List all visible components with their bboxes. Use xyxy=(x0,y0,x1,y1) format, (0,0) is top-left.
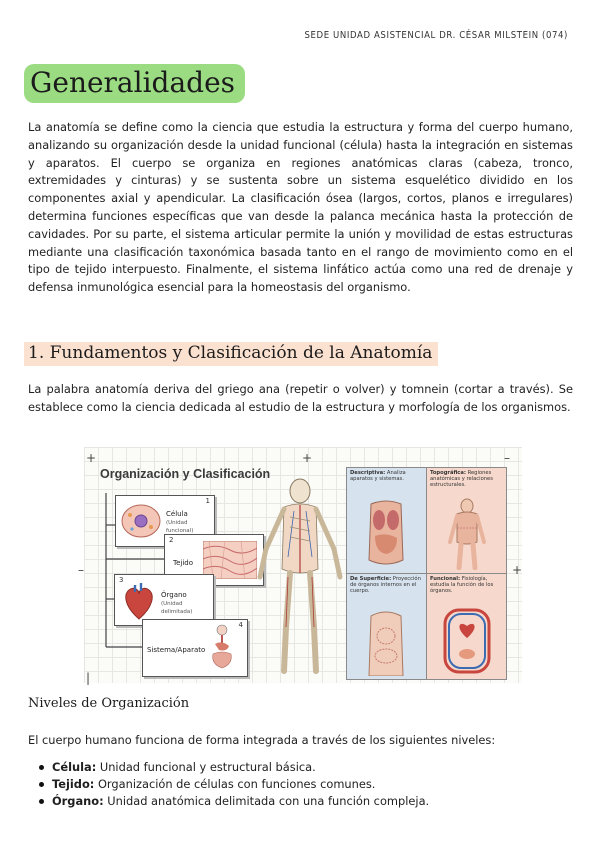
torso-organs-illustration xyxy=(363,498,409,568)
quadrant-text: Proyección de órganos internos en el cuerpo. xyxy=(350,576,421,594)
anatomy-figure xyxy=(78,447,523,685)
section-1-heading: 1. Fundamentos y Clasificación de la Anatomía xyxy=(24,342,438,366)
quadrant-funcional xyxy=(426,573,507,680)
list-item xyxy=(36,776,429,793)
quadrant-text: Fisiología, estudia la función de los órganos. xyxy=(430,576,494,594)
level-sub: (Unidad delimitada) xyxy=(161,601,193,615)
skeleton-illustration xyxy=(254,477,346,677)
quadrant-topografica xyxy=(426,467,507,574)
intro-paragraph: La anatomía se define como la ciencia que estudia la estructura y forma del cuerpo humano, analizando su organización desde la unidad funcional (célula) hasta la integración en sistemas y aparatos. El cuerpo se organiza en regiones anatómicas claras (cabeza, tronco, extremidades y cinturas) y se sustenta sobre un sistema esquelético dividido en los componentes axial y apendicular. La clasificación ósea (largos, cortos, planos e irregulares) determina funciones específicas que van desde la palanca mecánica hasta la protección de cavidades. Por su parte, el sistema articular permite la unión y movilidad de estas estructuras mediante una clasificación taxonómica basada tanto en el rango de movimiento como en el tipo de tejido interpuesto. Finalmente, el sistema linfático actúa como una red de drenaje y defensa inmunológica esencial para la homeostasis del organismo. xyxy=(28,120,573,295)
subsection-heading: Niveles de Organización xyxy=(28,696,190,711)
quadrant-title: Topográfica: xyxy=(430,470,466,476)
level-number: 2 xyxy=(169,536,174,544)
quadrant-text: Analiza aparatos y sistemas. xyxy=(350,470,406,482)
crosshair-icon: + xyxy=(302,451,313,465)
crosshair-icon: | xyxy=(86,671,91,685)
page-header: SEDE UNIDAD ASISTENCIAL DR. CÉSAR MILSTEIN (074) xyxy=(304,30,568,41)
list-item xyxy=(36,759,429,776)
crosshair-icon: – xyxy=(504,451,510,465)
level-label: Sistema/Aparato xyxy=(147,646,206,654)
level-label: Célula xyxy=(166,510,188,518)
quadrant-text: Regiones anatómicas y relaciones estructurales. xyxy=(430,470,493,488)
title-highlight xyxy=(24,64,245,103)
section-1-highlight xyxy=(24,342,438,366)
list-item-text: Unidad anatómica delimitada con una función compleja. xyxy=(103,794,430,808)
level-label: Órgano xyxy=(161,591,187,599)
circulation-illustration xyxy=(439,604,495,676)
crosshair-icon: – xyxy=(78,563,84,577)
list-item-text: Unidad funcional y estructural básica. xyxy=(96,760,316,774)
level-number: 4 xyxy=(238,621,243,629)
section-1-paragraph: La palabra anatomía deriva del griego ana (repetir o volver) y tomnein (cortar a través). Se establece como la ciencia dedicada al estudio de la estructura y morfología de los organismos. xyxy=(28,382,573,414)
cell-illustration xyxy=(120,502,162,540)
level-number: 1 xyxy=(205,497,210,505)
quadrant-descriptiva xyxy=(346,467,427,574)
heart-illustration xyxy=(121,581,157,621)
quadrant-title: De Superficie: xyxy=(350,576,392,582)
level-label: Tejido xyxy=(173,559,194,567)
quadrant-title: Descriptiva: xyxy=(350,470,386,476)
page-title: Generalidades xyxy=(24,64,245,103)
list-item-term: Órgano: xyxy=(52,794,104,808)
level-number: 3 xyxy=(119,576,124,584)
quadrant-title: Funcional: xyxy=(430,576,461,582)
figure-title: Organización y Clasificación xyxy=(100,467,271,481)
digestive-system-illustration xyxy=(203,624,241,672)
crosshair-icon: + xyxy=(512,563,523,577)
subsection-intro: El cuerpo humano funciona de forma integrada a través de los siguientes niveles: xyxy=(28,733,496,747)
level-card-system xyxy=(142,619,248,677)
list-item xyxy=(36,793,429,810)
list-item-term: Célula: xyxy=(52,760,97,774)
regions-illustration xyxy=(447,498,487,570)
list-item-text: Organización de células con funciones comunes. xyxy=(94,777,376,791)
surface-projection-illustration xyxy=(363,606,409,676)
quadrant-superficie xyxy=(346,573,427,680)
crosshair-icon: + xyxy=(86,451,97,465)
level-sub: (Unidad funcional) xyxy=(166,520,194,534)
list-item-term: Tejido: xyxy=(52,777,95,791)
levels-list xyxy=(36,759,429,810)
